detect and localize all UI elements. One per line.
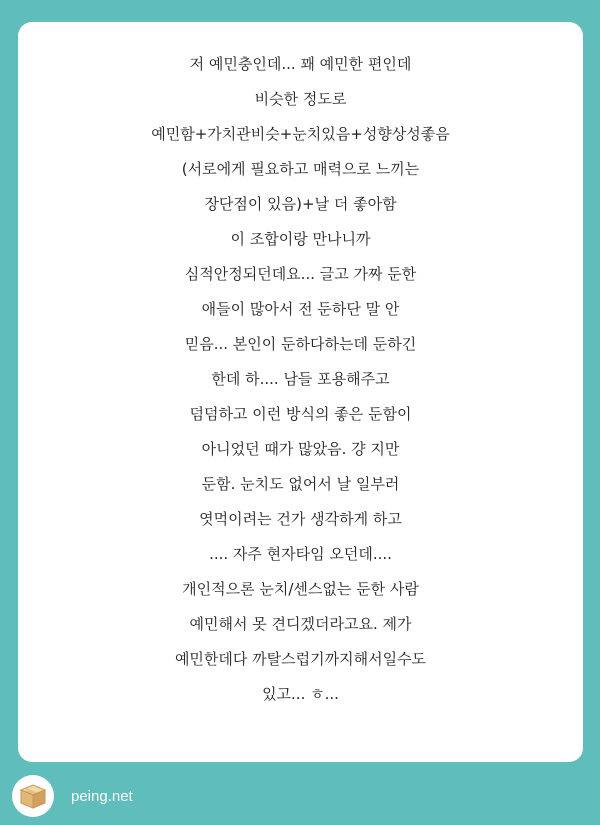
question-line: 개인적으론 눈치/센스없는 둔한 사람 (182, 580, 419, 598)
question-card (18, 22, 583, 762)
question-line: .... 자주 현자타임 오던데.... (209, 545, 392, 563)
question-line: 덤덤하고 이런 방식의 좋은 둔함이 (189, 405, 412, 423)
question-line: (서로에게 필요하고 매력으로 느끼는 (181, 160, 420, 178)
question-line: 장단점이 있음)+날 더 좋아함 (204, 195, 397, 213)
question-line: 믿음... 본인이 둔하다하는데 둔하긴 (184, 335, 417, 353)
question-line: 심적안정되던데요... 글고 가짜 둔한 (184, 265, 417, 283)
question-line: 비슷한 정도로 (254, 90, 347, 108)
question-line: 엿먹이려는 건가 생각하게 하고 (199, 510, 402, 528)
question-line: 둔함. 눈치도 없어서 날 일부러 (201, 475, 400, 493)
question-line: 이 조합이랑 만나니까 (230, 230, 371, 248)
footer[interactable] (12, 775, 133, 817)
question-line: 저 예민충인데... 꽤 예민한 편인데 (189, 55, 412, 73)
question-line: 한데 하.... 남들 포용해주고 (211, 370, 390, 388)
question-line: 애들이 많아서 전 둔하단 말 안 (201, 300, 400, 318)
question-line: 예민함+가치관비슷+눈치있음+성향상성좋음 (151, 125, 450, 143)
question-line: 예민해서 못 견디겠더라고요. 제가 (189, 615, 412, 633)
question-line: 예민한데다 까탈스럽기까지해서일수도 (174, 650, 427, 668)
brand-name[interactable]: peing.net (71, 787, 133, 805)
question-line: 있고... ㅎ... (262, 685, 339, 703)
box-icon (12, 775, 54, 817)
question-line: 아니었던 때가 많았음. 걍 지만 (201, 440, 400, 458)
